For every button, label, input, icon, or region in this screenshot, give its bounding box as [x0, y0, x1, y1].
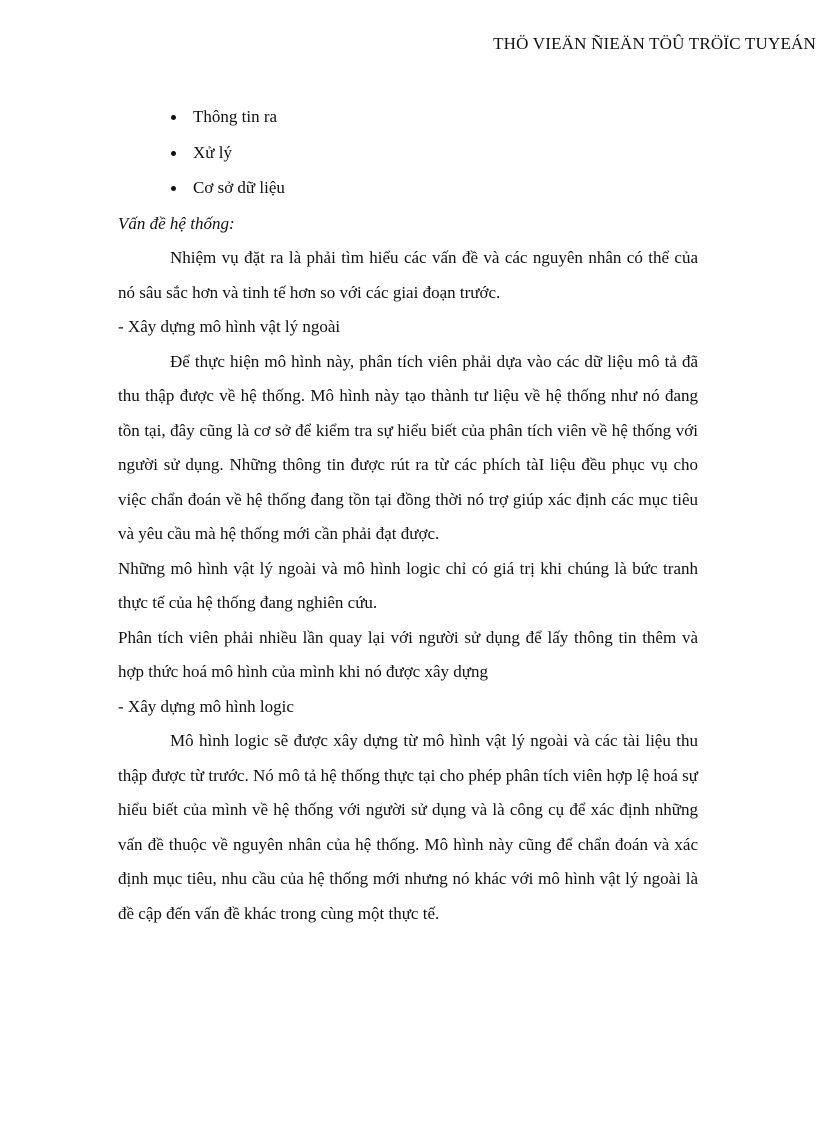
section-heading-physical-model: - Xây dựng mô hình vật lý ngoài — [118, 317, 341, 336]
paragraph-model-note: Những mô hình vật lý ngoài và mô hình logic chỉ có giá trị khi chúng là bức tranh thực tế của hệ thống đang nghiên cứu. — [118, 558, 698, 612]
section-heading-logic-model: - Xây dựng mô hình logic — [118, 696, 294, 716]
list-item: Thông tin ra — [118, 100, 698, 136]
bullet-list — [118, 100, 698, 207]
document-body — [118, 100, 698, 931]
list-item: Xử lý — [118, 136, 698, 172]
paragraph-analyst-note: Phân tích viên phải nhiều lần quay lại với người sử dụng để lấy thông tin thêm và hợp thức hoá mô hình của mình khi nó được xây dựng — [118, 627, 698, 681]
section-heading-system-problem: Vấn đề hệ thống: — [118, 213, 235, 233]
list-item: Cơ sở dữ liệu — [118, 171, 698, 207]
page-header: THÖ VIEÄN ÑIEÄN TÖÛ TRÖÏC TUYEÁN — [493, 34, 816, 53]
paragraph-logic-model: Mô hình logic sẽ được xây dựng từ mô hình vật lý ngoài và các tài liệu thu thập được từ trước. Nó mô tả hệ thống thực tại cho phép phân tích viên hợp lệ hoá sự hiểu biết của mình về hệ thống với người sử dụng và là công cụ để xác định những vấn đề thuộc về nguyên nhân của hệ thống. Mô hình này cũng để chẩn đoán và xác định mục tiêu, nhu cầu của hệ thống mới nhưng nó khác với mô hình vật lý ngoài là đề cập đến vấn đề khác trong cùng một thực tế. — [118, 731, 698, 923]
paragraph-system-problem: Nhiệm vụ đặt ra là phải tìm hiểu các vấn đề và các nguyên nhân có thể của nó sâu sắc hơn và tinh tế hơn so với các giai đoạn trước. — [118, 248, 698, 302]
paragraph-physical-model: Để thực hiện mô hình này, phân tích viên phải dựa vào các dữ liệu mô tả đã thu thập được về hệ thống. Mô hình này tạo thành tư liệu về hệ thống như nó đang tồn tại, đây cũng là cơ sở để kiểm tra sự hiểu biết của phân tích viên về hệ thống với người sử dụng. Những thông tin được rút ra từ các phích tàI liệu đều phục vụ cho việc chẩn đoán về hệ thống đang tồn tại đồng thời nó trợ giúp xác định các mục tiêu và yêu cầu mà hệ thống mới cần phải đạt được. — [118, 351, 698, 543]
